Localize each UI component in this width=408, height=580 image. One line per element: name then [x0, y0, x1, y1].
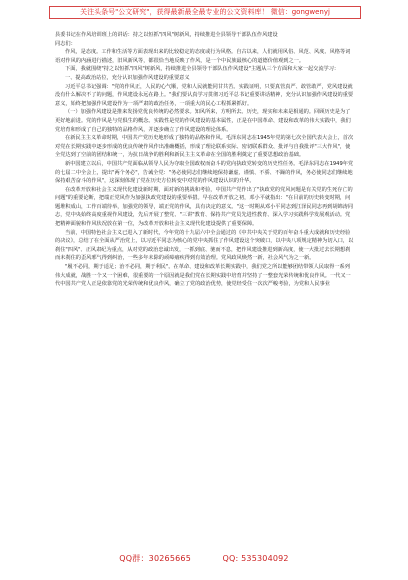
paragraph: 在改革开放和社会主义现代化建设新时期，面对新的挑战和考验，中国共产党作出了"执政党的党风问题是有关党的生死存亡的问题"的重要论断，把端正党风作为加强执政党建设的重要举措。早在改革开放之初，邓小平就指出："在目前的历史转变时期，问题堆积成山，工作百端待举，加强党的领导，端正党的作风，具有决定的意义。"这一时期从邓小平同志到江泽民同志再到胡锦涛同志，党中央始终高度重视作风建设，先后开展了整党、"三讲"教育、保持共产党员先进性教育、深入学习实践科学发展观活动。党把精神面貌和作风状况放在第一位，为改革开放和社会主义现代化建设提供了重要保障。: [55, 186, 354, 228]
footer-contacts: [0, 553, 408, 564]
qq-group-label: QQ群：30265665: [119, 554, 191, 563]
paragraph: 下面，我就围绕"持之以恒抓"四风"树新风，持续推进全县领导干部队伍作风建设"主题从三个方面和大家一起交流学习：: [65, 66, 340, 73]
paragraph: 作风，是态度。工作和生活等方面表现出来的比较稳定的态度或行为风格。自古以来，人们就用风俗、风范、风度、风格等词语对作风的内涵进行描述，旧风新风等，都很恰当地反映了作风，是一个中民族最核心的道德价值观到之一。: [55, 49, 351, 64]
salutation: 同志们：: [55, 40, 76, 47]
paragraph: 在新民主主义革命时期，中国共产党历史地形成了独特的品格和作风。毛泽东同志在1945年党的第七次全国代表大会上，首次对党在长期实践中逐步形成的优良传统作风作出准确概括，形成了理论联系实际、密切联系群众、批评与自我批评"三大作风"，使全党达到了空前的团结和统一，为抗日战争的胜利和新民主主义革命在全国的胜利奠定了重要思想政治基础。: [55, 135, 354, 159]
paragraph: 当前，中国特色社会主义已进入了新时代，今年党的十九届六中全会通过的《中共中央关于党的百年奋斗重大成就和历史经验的决议》，总结了在全面从严治党上，以习近平同志为核心的党中央抓住了作风建设这个突破口，以中央八项规定精神为切入口，以刹住"四风"、正风肃纪为重点，从对党的政治忠诚出发，一抓到底、驰而不息，把作风建设推进到新高度，使一大批过去长期想刹而未刹住的歪风邪气得到纠治，一些多年未除的顽瘴痼疾得到有效治理。党风政风焕然一新，社会风气为之一新。: [55, 229, 354, 262]
promo-banner: 关注头条号"公文研究"，获得最新最全最专业的公文资料库！ 微信：gongwenyj: [49, 6, 361, 19]
paragraph: "履不必同，期于适足；治不必同，期于利民"。在革命、建设和改革长期实践中，我们党之所以能够团结带领人民取得一系列伟大成就，战胜一个又一个困难，很重要的一个原因就是我们党在长期实践中培育并坚持了一整套光荣传统和优良作风。一代又一代中国共产党人正是依靠党的光荣传统和优良作风，确立了党的政治优势，使党经受住一次次严峻考验，为党和人民事业: [55, 264, 351, 288]
document-body: [55, 31, 355, 289]
paragraph: 新中国建立以后，中国共产党面临从领导人民为夺取全国政权而奋斗的党向执政党转变的历史性任务。毛泽东同志在1949年党的七届二中全会上，提出"两个务必"，告诫全党："务必使同志们继续地保持谦虚、谨慎、不骄、不躁的作风，务必使同志们继续地保持艰苦奋斗的作风"，这深刻体现了党在历史方位转变中对党的作风建设认识的升华。: [55, 160, 354, 185]
paragraph: （一）加强作风建设是推来发扬党优良传统的必然要求。知风所来，方明所去。历史，现实和未来是相通的。回顾历史是为了更好地前进。党的作风是与党俱生的概念。实践性是党的作风建设的基本属性，正是在中国革命、建设和改革的伟大实践中，我们党培育和形成了自己的独特的品格作风，并逐步确立了作风建设的理论体系。: [55, 109, 351, 133]
section-heading: 一、提高政治站位，充分认识加强作风建设的重要意义: [65, 74, 190, 81]
paragraph: 习近平总书记强调："党的作风正，人民的心气顺，党和人民就能同甘共苦。实践证明，只要真管真严、敢管敢严，党风建设就没有什么解决不了的问题，作风建设永远在路上。"我们要认真学习贯彻习近平总书记重要讲话精神，充分认识加强作风建设的重要意义，始终把加强作风建设作为一项严肃的政治任务，一项重大的民心工程抓紧抓好。: [55, 83, 354, 107]
qq-label: QQ: 535304092: [222, 554, 289, 563]
document-title-line: 县委书记在作风培训班上的讲话：持之以恒抓"四风"树新风，持续推进全县领导干部队伍作风建设: [55, 32, 278, 38]
